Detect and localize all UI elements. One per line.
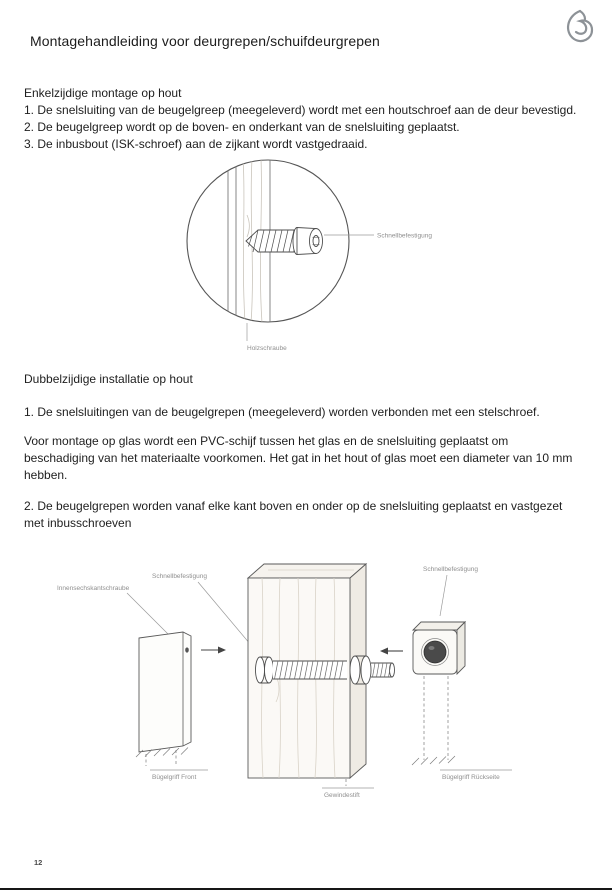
figure-label-hex-socket-screw: Innensechskantschraube [57, 585, 130, 593]
section-heading-single-sided: Enkelzijdige montage op hout [24, 86, 182, 100]
double-sided-step-2: 2. De beugelgrepen worden vanaf elke kant boven en onder op de snelsluiting geplaatst en vastgezet met inbusschroeven [24, 499, 563, 531]
double-sided-step-1: 1. De snelsluitingen van de beugelgrepen (meegeleverd) worden verbonden met een stelschroef. [24, 405, 540, 420]
brand-logo-icon [556, 6, 600, 50]
single-sided-step-1: 1. De snelsluiting van de beugelgreep (meegeleverd) wordt met een houtschroef aan de deur bevestigd. [24, 103, 577, 118]
leader-line-quick-fastener-right [440, 575, 447, 616]
page-title: Montagehandleiding voor deurgrepen/schuifdeurgrepen [30, 33, 380, 49]
figure-double-sided-installation [0, 558, 612, 808]
figure-double-sided-drawing [0, 558, 612, 808]
page-number: 12 [34, 858, 43, 867]
figure-single-sided-mounting [0, 157, 612, 359]
handle-back-drawing [413, 622, 465, 674]
figure-label-handle-back: Bügelgriff Rückseite [442, 774, 500, 782]
page-content [0, 85, 612, 808]
double-sided-note-glass: Voor montage op glas wordt een PVC-schijf tussen het glas en de snelsluiting geplaatst om beschadiging van het materiaalte voorkomen. Het gat in het hout of glas moet een diameter van 10 mm hebben. [24, 434, 573, 483]
single-sided-step-3: 3. De inbusbout (ISK-schroef) aan de zijkant wordt vastgedraaid. [24, 137, 368, 152]
figure-label-quick-fastener-right: Schnellbefestigung [423, 566, 478, 574]
figure-label-handle-front: Bügelgriff Front [152, 774, 197, 782]
hex-screw-hole [185, 648, 189, 653]
single-sided-step-2: 2. De beugelgreep wordt op de boven- en onderkant van de snelsluiting geplaatst. [24, 120, 460, 135]
figure-label-quick-fastener-left: Schnellbefestigung [152, 573, 207, 581]
page-bottom-rule [0, 888, 612, 891]
quick-fastener-drawing [293, 228, 323, 255]
figure-label-quick-fastener: Schnellbefestigung [377, 232, 432, 240]
section-heading-double-sided: Dubbelzijdige installatie op hout [24, 372, 193, 387]
assembly-arrow-left-icon [380, 648, 403, 655]
figure-label-wood-screw: Holzschraube [247, 345, 287, 353]
figure-single-sided-drawing [0, 157, 612, 359]
assembly-arrow-right-icon [201, 647, 226, 654]
handle-front-drawing [139, 632, 191, 752]
figure-label-set-screw: Gewindestift [324, 792, 360, 800]
fastener-socket-hole [424, 641, 446, 663]
